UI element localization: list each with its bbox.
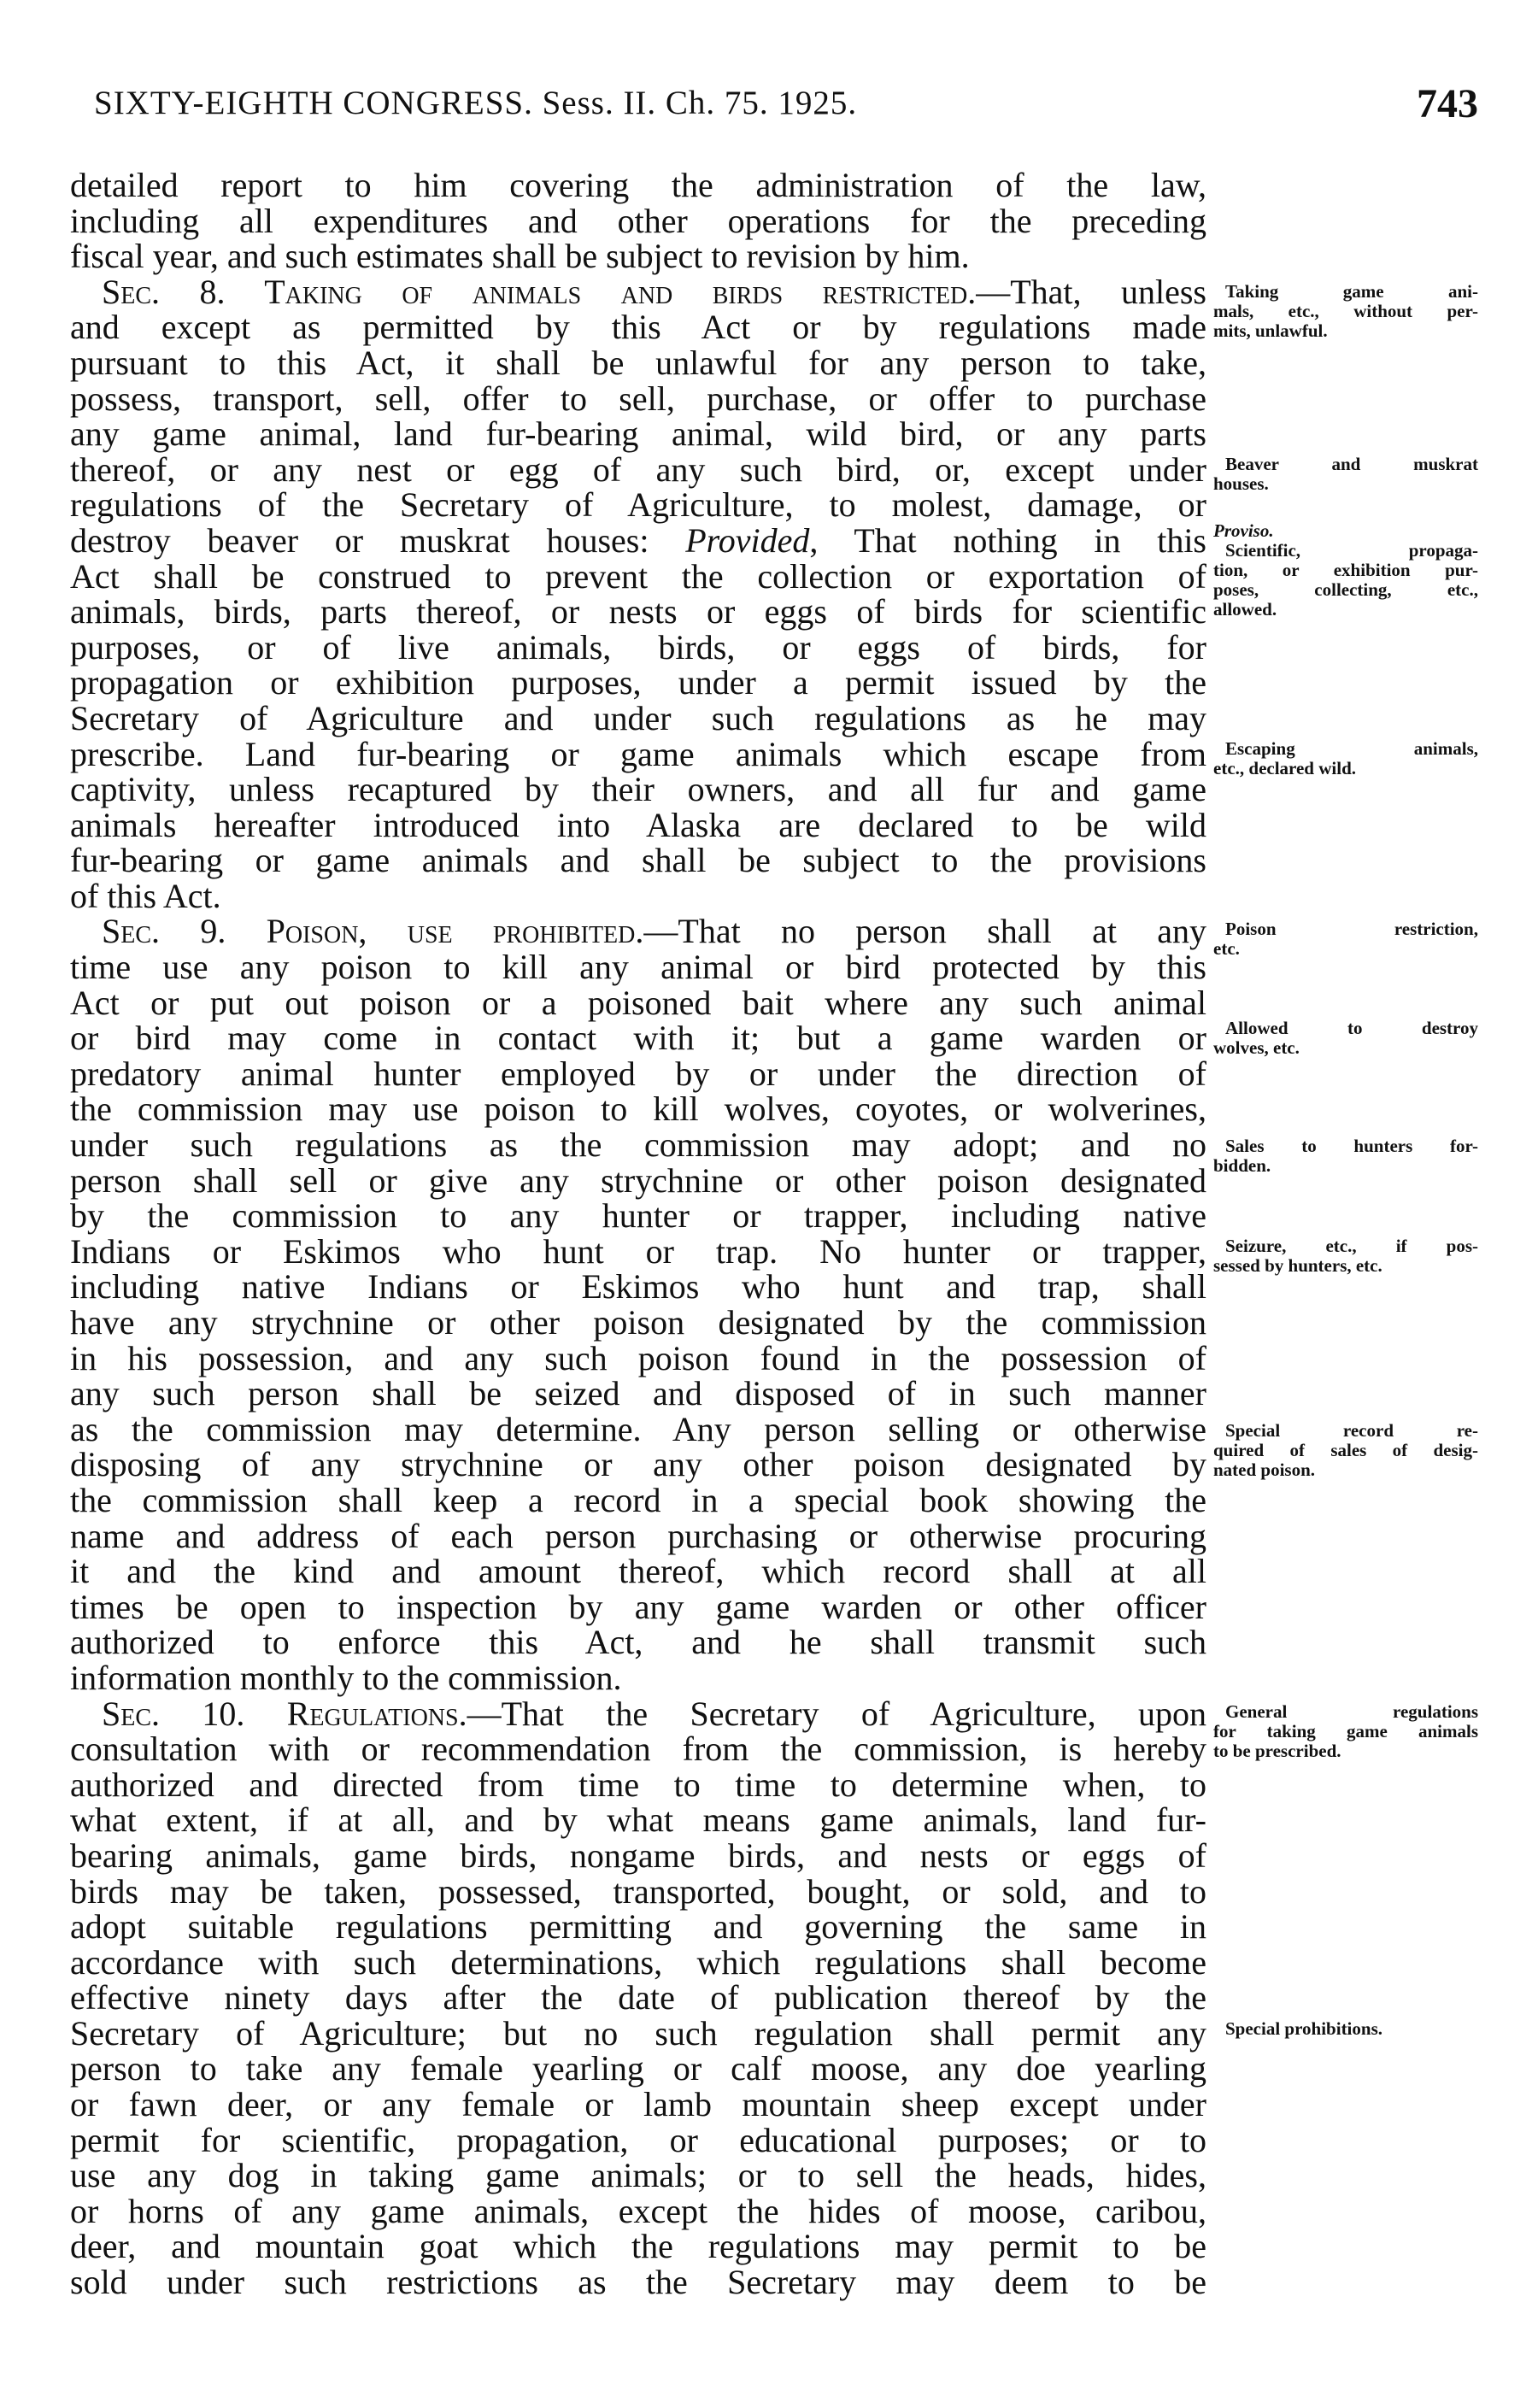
section-9-heading: Sec. 9. Poison, use prohibited. xyxy=(102,912,644,951)
text-line: authorized to enforce this Act, and he shall transmit such xyxy=(70,1623,1206,1662)
text-line: fiscal year, and such estimates shall be subject to revision by him. xyxy=(70,237,970,276)
text-line: birds may be taken, possessed, transported, bought, or sold, and to xyxy=(70,1871,1206,1911)
text-line: any such person shall be seized and disposed of in such manner xyxy=(70,1374,1206,1413)
note-poison-restriction: Poison restriction, etc. xyxy=(1213,919,1478,959)
text-line: bearing animals, game birds, nongame birds, and nests or eggs of xyxy=(70,1835,1206,1875)
text-line: including native Indians or Eskimos who hunt and trap, shall xyxy=(70,1267,1206,1307)
section-10-heading: Sec. 10. Regulations. xyxy=(102,1694,467,1733)
text-line: Act shall be construed to prevent the collection or exportation of xyxy=(70,556,1206,596)
note-escaping-animals: Escaping animals, etc., declared wild. xyxy=(1213,738,1478,778)
text-run: destroy beaver or muskrat houses: xyxy=(70,520,686,560)
text-run: —That, unless xyxy=(976,272,1206,311)
margin-notes xyxy=(1213,0,1478,2408)
text-line: name and address of each person purchasing or otherwise procuring xyxy=(70,1516,1206,1555)
text-line: Secretary of Agriculture; but no such regulation shall permit any xyxy=(70,2013,1206,2053)
statute-text xyxy=(70,167,1206,2300)
text-line: thereof, or any nest or egg of any such bird, or, except under xyxy=(70,449,1206,489)
text-line: person shall sell or give any strychnine or other poison designated xyxy=(70,1160,1206,1200)
text-line: time use any poison to kill any animal or bird protected by this xyxy=(70,948,1206,987)
note-allowed-destroy: Allowed to destroy wolves, etc. xyxy=(1213,1018,1478,1058)
text-line: information monthly to the commission. xyxy=(70,1658,622,1697)
section-8-heading: Sec. 8. Taking of animals and birds restricted. xyxy=(102,272,977,311)
section-10-heading-line xyxy=(70,1696,1206,1732)
proviso-label: Proviso. xyxy=(1213,520,1274,541)
text-line: person to take any female yearling or calf moose, any doe yearling xyxy=(70,2049,1206,2088)
text-line: under such regulations as the commission may adopt; and no xyxy=(70,1125,1206,1165)
text-line: times be open to inspection by any game warden or other officer xyxy=(70,1587,1206,1626)
running-head: SIXTY-EIGHTH CONGRESS. Sess. II. Ch. 75. 1925. xyxy=(94,85,858,121)
text-line: any game animal, land fur-bearing animal, wild bird, or any parts xyxy=(70,414,1206,454)
text-line: the commission shall keep a record in a special book showing the xyxy=(70,1480,1206,1519)
text-line: propagation or exhibition purposes, under a permit issued by the xyxy=(70,663,1206,702)
note-sales-forbidden: Sales to hunters for- bidden. xyxy=(1213,1136,1478,1176)
note-taking-game-animals: Taking game ani- mals, etc., without per- mits, unlawful. xyxy=(1213,281,1478,341)
text-line: by the commission to any hunter or trapper, including native xyxy=(70,1196,1206,1236)
text-run: —That no person shall at any xyxy=(643,912,1207,951)
page-number: 743 xyxy=(1417,81,1478,126)
text-line: and except as permitted by this Act or by regulations made xyxy=(70,308,1206,347)
provided-word: Provided xyxy=(685,520,810,560)
text-run: , That nothing in this xyxy=(809,520,1206,560)
text-line: as the commission may determine. Any person selling or otherwise xyxy=(70,1409,1206,1448)
text-line: Indians or Eskimos who hunt or trap. No hunter or trapper, xyxy=(70,1231,1206,1271)
section-9-heading-line xyxy=(70,913,1206,949)
text-line: prescribe. Land fur-bearing or game animals which escape from xyxy=(70,734,1206,773)
section-8-heading-line xyxy=(70,274,1206,310)
text-line: in his possession, and any such poison found in the possession of xyxy=(70,1338,1206,1377)
text-line: Secretary of Agriculture and under such regulations as he may xyxy=(70,698,1206,737)
proviso-line xyxy=(70,520,1206,560)
text-line: animals hereafter introduced into Alaska are declared to be wild xyxy=(70,805,1206,844)
text-run: —That the Secretary of Agriculture, upon xyxy=(467,1694,1206,1733)
text-line: or fawn deer, or any female or lamb mountain sheep except under xyxy=(70,2085,1206,2124)
text-line: purposes, or of live animals, birds, or eggs of birds, for xyxy=(70,627,1206,667)
text-line: authorized and directed from time to time to determine when, to xyxy=(70,1765,1206,1804)
text-line: disposing of any strychnine or any other poison designated by xyxy=(70,1445,1206,1484)
text-line: predatory animal hunter employed by or under the direction of xyxy=(70,1054,1206,1093)
note-special-record: Special record re- quired of sales of desig- nated poison. xyxy=(1213,1420,1478,1480)
text-line: pursuant to this Act, it shall be unlawful for any person to take, xyxy=(70,343,1206,382)
note-beaver-muskrat: Beaver and muskrat houses. xyxy=(1213,454,1478,494)
text-line: permit for scientific, propagation, or educational purposes; or to xyxy=(70,2120,1206,2159)
text-line: accordance with such determinations, which regulations shall become xyxy=(70,1942,1206,1982)
note-general-regulations: General regulations for taking game animals to be prescribed. xyxy=(1213,1701,1478,1761)
text-line: Act or put out poison or a poisoned bait where any such animal xyxy=(70,983,1206,1022)
text-line: adopt suitable regulations permitting and governing the same in xyxy=(70,1907,1206,1947)
note-special-prohibitions: Special prohibitions. xyxy=(1225,2018,1382,2039)
text-line: captivity, unless recaptured by their owners, and all fur and game xyxy=(70,770,1206,809)
note-scientific-proviso: Proviso. Scientific, propaga- tion, or exhibition pur- poses, collecting, etc., allowed. xyxy=(1213,520,1478,620)
text-line: effective ninety days after the date of publication thereof by the xyxy=(70,1978,1206,2017)
text-line: detailed report to him covering the administration of the law, xyxy=(70,166,1206,204)
text-line: have any strychnine or other poison designated by the commission xyxy=(70,1303,1206,1342)
text-line: consultation with or recommendation from the commission, is hereby xyxy=(70,1730,1206,1769)
text-line: possess, transport, sell, offer to sell, purchase, or offer to purchase xyxy=(70,379,1206,418)
text-line: animals, birds, parts thereof, or nests or eggs of birds for scientific xyxy=(70,592,1206,631)
text-line: or horns of any game animals, except the hides of moose, caribou, xyxy=(70,2191,1206,2230)
text-line: deer, and mountain goat which the regulations may permit to be xyxy=(70,2227,1206,2266)
text-line: including all expenditures and other operations for the preceding xyxy=(70,201,1206,240)
text-line: what extent, if at all, and by what means game animals, land fur- xyxy=(70,1800,1206,1840)
text-line: sold under such restrictions as the Secretary may deem to be xyxy=(70,2263,1206,2302)
text-line: fur-bearing or game animals and shall be subject to the provisions xyxy=(70,841,1206,880)
text-line: use any dog in taking game animals; or to sell the heads, hides, xyxy=(70,2156,1206,2195)
text-line: or bird may come in contact with it; but a game warden or xyxy=(70,1019,1206,1058)
text-line: of this Act. xyxy=(70,876,221,915)
text-line: the commission may use poison to kill wolves, coyotes, or wolverines, xyxy=(70,1089,1206,1129)
text-line: it and the kind and amount thereof, which record shall at all xyxy=(70,1552,1206,1591)
note-seizure: Seizure, etc., if pos- sessed by hunters, etc. xyxy=(1213,1236,1478,1276)
text-line: regulations of the Secretary of Agriculture, to molest, damage, or xyxy=(70,485,1206,525)
